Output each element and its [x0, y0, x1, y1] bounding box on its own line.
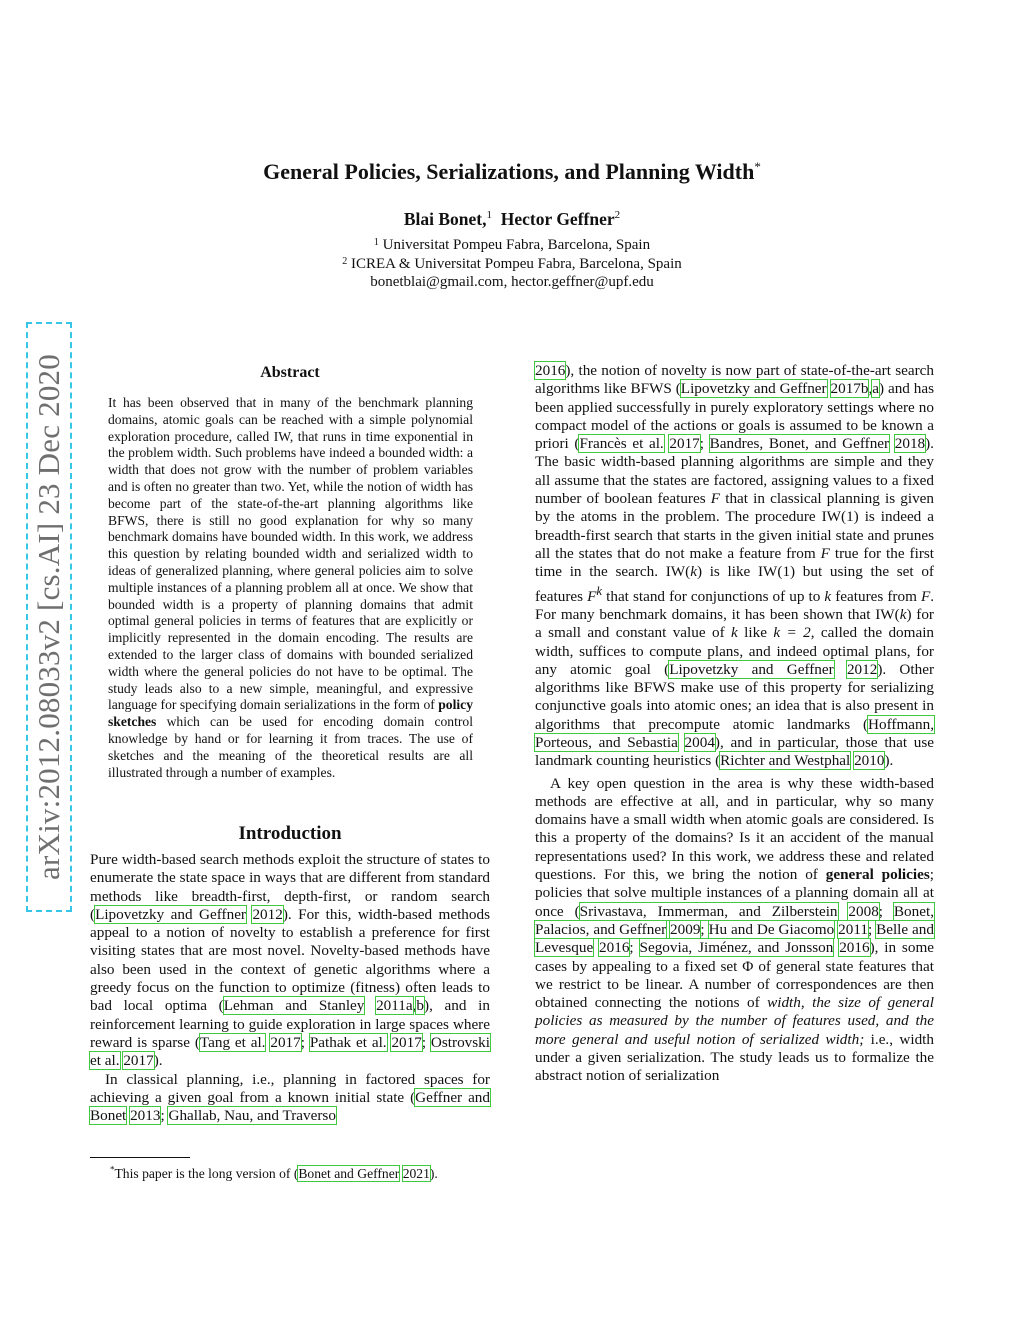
- citation-year-link[interactable]: a: [872, 380, 880, 398]
- citation-link[interactable]: Bonet and Geffner: [298, 1165, 400, 1181]
- affiliation-2-mark: 2: [342, 256, 348, 267]
- author-2-mark: 2: [614, 209, 621, 221]
- right-paragraph-2: A key open question in the area is why these width-based methods are effective at all, and in particular, why so many domains have a small width when atomic goals are considered. Is this a property of the domains? Is it an accident of the manual representations used? In this work, we address these and related questions. For this, we bring the notion of general policies; policies that solve multiple instances of a planning domain all at once (Srivastava, Immerman, and Zilberstein 2008; Bonet, Palacios, and Geffner 2009; Hu and De Giacomo 2011; Belle and Levesque 2016; Segovia, Jiménez, and Jonsson 2016), in some cases by appealing to a fixed set Φ of general state features that we restrict to be linear. A number of correspondences are then obtained connecting the notions of width, the size of general policies as measured by the number of features used, and the more general and useful notion of serialized width; i.e., width under a given serialization. The study leads us to formalize the abstract notion of serialization: [535, 774, 935, 1085]
- citation-link[interactable]: Hoffmann, Porteous, and Sebastia: [535, 715, 934, 751]
- citation-year-link[interactable]: 2011: [838, 920, 868, 938]
- citation-year-link[interactable]: 2017: [270, 1033, 301, 1051]
- citation-link[interactable]: Srivastava, Immerman, and Zilberstein: [579, 902, 838, 920]
- citation-link[interactable]: Belle and Levesque: [535, 920, 934, 957]
- citation-year-link[interactable]: 2017: [669, 435, 700, 453]
- author-1: Blai Bonet,: [403, 209, 487, 229]
- author-2: Hector Geffner: [500, 209, 615, 229]
- introduction-heading: Introduction: [238, 823, 342, 844]
- author-emails: bonetblai@gmail.com, hector.geffner@upf.edu: [370, 274, 654, 290]
- affiliation-2-text: ICREA & Universitat Pompeu Fabra, Barcelona, Spain: [350, 256, 682, 272]
- footnote: *This paper is the long version of (Bonet and Geffner 2021).: [110, 1164, 438, 1181]
- citation-link[interactable]: Richter and Westphal: [720, 752, 851, 770]
- title-footnote-mark: *: [754, 159, 761, 174]
- citation-year-link[interactable]: 2016: [535, 362, 566, 379]
- citation-year-link[interactable]: 2017: [123, 1052, 154, 1070]
- citation-year-link[interactable]: 2013: [130, 1107, 161, 1125]
- abstract-heading: Abstract: [260, 364, 320, 381]
- citation-year-link[interactable]: 2018: [894, 435, 926, 453]
- policy-sketches-term: policy sketches: [108, 697, 473, 730]
- footnote-mark: *: [110, 1164, 115, 1174]
- introduction-body-right: [535, 362, 934, 1086]
- arxiv-identifier-stamp[interactable]: [26, 322, 72, 912]
- citation-year-link[interactable]: 2011a: [376, 997, 413, 1015]
- citation-year-link[interactable]: 2010: [854, 752, 885, 770]
- citation-year-link[interactable]: 2009: [670, 920, 701, 938]
- title-text: General Policies, Serializations, and Planning Width: [263, 159, 755, 184]
- citation-year-link[interactable]: 2017: [391, 1033, 422, 1051]
- citation-link[interactable]: Lipovetzky and Geffner: [669, 660, 834, 678]
- footnote-rule: [90, 1157, 190, 1158]
- affiliation-1-text: Universitat Pompeu Fabra, Barcelona, Spain: [382, 237, 651, 253]
- citation-year-link[interactable]: 2004: [684, 734, 715, 751]
- intro-paragraph-1: Pure width-based search methods exploit the structure of states to enumerate the state space in ways that are different from standard methods like breadth-first, depth-first, or random search (Lipovetzky and Geffner 2012). For this, width-based methods appeal to a notion of novelty to establish a preference for first visiting states that are most novel. Novelty-based methods have also been used in the context of genetic algorithms where a greedy focus on the function to optimize (fitness) often leads to bad local optima (Lehman and Stanley 2011a,b), and in reinforcement learning to guide exploration in large spaces where reward is sparse (Tang et al. 2017; Pathak et al. 2017; Ostrovski et al. 2017).: [90, 851, 491, 1070]
- citation-link[interactable]: Segovia, Jiménez, and Jonsson: [639, 939, 834, 957]
- citation-link[interactable]: Lipovetzky and Geffner: [680, 380, 827, 398]
- affiliation-1-mark: 1: [373, 237, 379, 248]
- citation-link[interactable]: Hu and De Giacomo: [708, 920, 835, 938]
- authors: [0, 209, 1024, 230]
- citation-link[interactable]: Pathak et al.: [309, 1033, 387, 1051]
- citation-link[interactable]: Lipovetzky and Geffner: [95, 905, 246, 923]
- citation-link[interactable]: Bonet, Palacios, and Geffner: [535, 902, 934, 938]
- citation-year-link[interactable]: 2012: [846, 660, 878, 678]
- citation-link[interactable]: Bandres, Bonet, and Geffner: [709, 435, 890, 453]
- citation-link[interactable]: Lehman and Stanley: [223, 997, 365, 1015]
- citation-link[interactable]: Tang et al.: [199, 1033, 266, 1051]
- citation-year-link[interactable]: 2016: [839, 939, 870, 957]
- author-1-mark: 1: [486, 209, 493, 221]
- arxiv-id-text: arXiv:2012.08033v2 [cs.AI] 23 Dec 2020: [31, 354, 66, 880]
- citation-year-link[interactable]: 2017b: [830, 380, 869, 398]
- general-policies-term: general policies: [825, 866, 930, 884]
- affiliation-1: [0, 237, 1024, 254]
- citation-year-link[interactable]: 2012: [252, 905, 283, 923]
- introduction-body-left: [90, 851, 490, 1125]
- citation-year-link[interactable]: b: [416, 997, 425, 1015]
- intro-paragraph-2: In classical planning, i.e., planning in factored spaces for achieving a given goal from a known initial state (Geffner and Bonet 2013; Ghallab, Nau, and Traverso: [90, 1070, 490, 1125]
- citation-link[interactable]: Ostrovski et al.: [90, 1033, 490, 1070]
- right-paragraph-1: 2016), the notion of novelty is now part of state-of-the-art search algorithms like BFWS (Lipovetzky and Geffner 2017b,a) and has been applied successfully in purely exploratory settings where no compact model of the actions or goals is assumed to be known a priori (Francès et al. 2017; Bandres, Bonet, and Geffner 2018). The basic width-based planning algorithms are simple and they all assume that the states are factored, assigning values to a fixed number of boolean features F that in classical planning is given by the atoms in the problem. The procedure IW(1) is indeed a breadth-first search that starts in the given initial state and prunes all the states that do not make a feature from F true for the first time in the search. IW(k) is like IW(1) but using the set of features $F^k$ that stand for conjunctions of up to k features from F. For many benchmark domains, it has been shown that IW(k) for a small and constant value of k like k = 2, called the domain width, suffices to compute plans, and indeed optimal plans, for any atomic goal (Lipovetzky and Geffner 2012). Other algorithms like BFWS make use of this property for serializing conjunctive goals into atomic ones; an idea that is also present in algorithms that precompute atomic landmarks (Hoffmann, Porteous, and Sebastia 2004), and in particular, those that use landmark counting heuristics (Richter and Westphal 2010).: [535, 362, 935, 770]
- citation-year-link[interactable]: 2008: [848, 902, 879, 920]
- citation-link[interactable]: Geffner and Bonet: [90, 1088, 490, 1125]
- citation-year-link[interactable]: 2021: [402, 1165, 430, 1181]
- citation-link[interactable]: Ghallab, Nau, and Traverso: [168, 1107, 336, 1125]
- citation-year-link[interactable]: 2016: [599, 939, 630, 957]
- abstract-body: It has been observed that in many of the benchmark planning domains, atomic goals can be reached with a simple polynomial exploration procedure, called IW, that runs in time exponential in the problem width. Such problems have indeed a bounded width: a width that does not grow with the number of problem variables and is often no greater than two. Yet, while the notion of width has become part of the state-of-the-art planning algorithms like BFWS, there is still no good explanation for why so many benchmark domains have bounded width. In this work, we address this question by relating bounded width and serialized width to ideas of generalized planning, where general policies aim to solve multiple instances of a planning problem all at once. We show that bounded width is a property of planning domains that admit optimal general policies in terms of features that are explicitly or implicitly represented in the domain encoding. The results are extended to the larger class of domains with bounded serialized width where the general policies do not have to be optimal. The study leads also to a new simple, meaningful, and expressive language for specifying domain serializations in the form of policy sketches which can be used for encoding domain control knowledge by hand or for learning it from traces. The use of sketches and the meaning of the theoretical results are all illustrated through a number of examples.: [108, 395, 473, 780]
- paper-title: [0, 159, 1024, 185]
- citation-link[interactable]: Francès et al.: [579, 435, 664, 453]
- affiliation-2: [0, 256, 1024, 273]
